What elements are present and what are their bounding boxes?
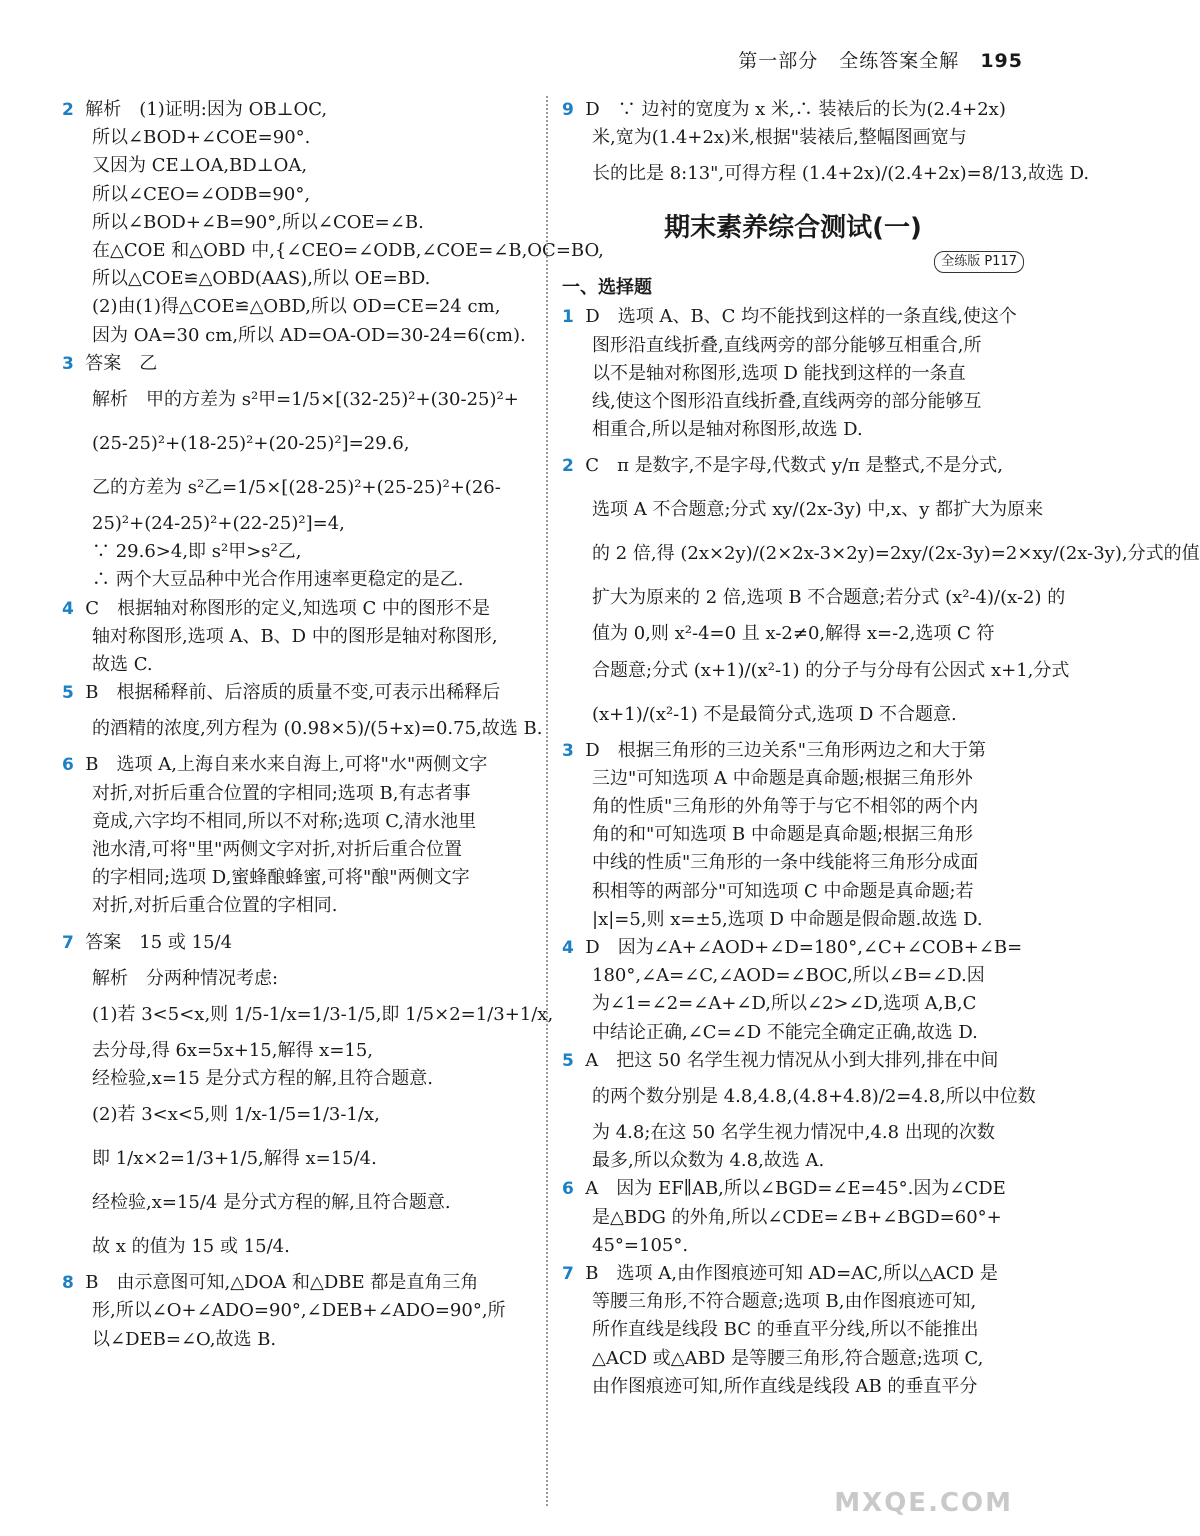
answer-text: (25-25)²+(18-25)²+(20-25)²]=29.6,: [92, 433, 410, 455]
answer-text: 由作图痕迹可知,所作直线是线段 AB 的垂直平分: [592, 1375, 978, 1397]
answer-text: ∴ 两个大豆品种中光合作用速率更稳定的是乙.: [92, 569, 464, 591]
answer-text: 积相等的两部分"可知选项 C 中命题是真命题;若: [592, 880, 974, 902]
answer-text: 长的比是 8:13",可得方程 (1.4+2x)/(2.4+2x)=8/13,故选 D.: [592, 163, 1090, 185]
answer-line: [62, 510, 530, 538]
answer-text: 的两个数分别是 4.8,4.8,(4.8+4.8)/2=4.8,所以中位数: [592, 1086, 1036, 1108]
answer-text: D 根据三角形的三边关系"三角形两边之和大于第: [585, 739, 987, 761]
answer-text: 为 4.8;在这 50 名学生视力情况中,4.8 出现的次数: [592, 1122, 995, 1144]
answer-line: [62, 707, 543, 751]
answer-text: (2)若 3<x<5,则 1/x-1/5=1/3-1/x,: [92, 1104, 380, 1126]
answer-line: [62, 651, 530, 679]
answer-line: [562, 488, 1044, 532]
answer-line: [62, 1181, 530, 1225]
answer-text: △ACD 或△ABD 是等腰三角形,符合题意;选项 C,: [592, 1347, 984, 1369]
answer-text: 合题意;分式 (x+1)/(x²-1) 的分子与分母有公因式 x+1,分式: [592, 659, 1070, 681]
answer-text: |x|=5,则 x=±5,选项 D 中命题是假命题.故选 D.: [592, 908, 983, 930]
answer-line: [62, 566, 530, 594]
answer-text: 轴对称图形,选项 A、B、D 中的图形是轴对称图形,: [92, 625, 498, 647]
answer-text: C 根据轴对称图形的定义,知选项 C 中的图形不是: [85, 597, 491, 619]
answer-text: 经检验,x=15 是分式方程的解,且符合题意.: [92, 1068, 434, 1090]
answer-text: 故选 C.: [92, 654, 153, 676]
answer-text: 米,宽为(1.4+2x)米,根据"装裱后,整幅图画宽与: [592, 127, 967, 149]
answer-text: 相重合,所以是轴对称图形,故选 D.: [592, 419, 863, 441]
answer-text: 角的性质"三角形的外角等于与它不相邻的两个内: [592, 796, 979, 818]
answer-line: [62, 1225, 530, 1269]
question-number: 9: [562, 100, 574, 120]
answer-line: [562, 765, 1024, 793]
question-number: 8: [62, 1273, 74, 1294]
answer-line: [62, 209, 530, 237]
answer-start-line: [562, 737, 1024, 765]
book-label: 全练答案全解: [839, 50, 960, 72]
answer-text: 即 1/x×2=1/3+1/5,解得 x=15/4.: [92, 1148, 377, 1170]
part-label: 第一部分: [738, 50, 819, 72]
answer-text: D ∵ 边衬的宽度为 x 米,∴ 装裱后的长为(2.4+2x): [585, 99, 1006, 120]
page-header: [724, 46, 1023, 73]
answer-text: 池水清,可将"里"两侧文字对折,对折后重合位置: [92, 839, 462, 861]
right-top-answers: [562, 96, 1090, 196]
answer-line: [562, 906, 1024, 934]
answer-text: 线,使这个图形沿直线折叠,直线两旁的部分能够互: [592, 391, 982, 413]
answer-text: 答案 乙: [85, 352, 158, 374]
answer-start-line: [562, 1175, 1024, 1203]
answer-text: 又因为 CE⊥OA,BD⊥OA,: [92, 155, 308, 177]
answer-line: [62, 1137, 530, 1181]
answer-text: 解析 分两种情况考虑:: [92, 967, 279, 989]
answer-line: [562, 849, 1024, 877]
answer-line: [62, 293, 530, 321]
answer-start-line: [62, 679, 530, 707]
answer-line: [62, 378, 530, 422]
answer-text: 的字相同;选项 D,蜜蜂酿蜂蜜,可将"酿"两侧文字: [92, 867, 470, 889]
answer-text: 因为 OA=30 cm,所以 AD=OA-OD=30-24=6(cm).: [92, 324, 526, 346]
answer-line: [62, 836, 530, 864]
answer-line: [562, 388, 1024, 416]
answer-line: [562, 416, 1024, 444]
answer-text: 是△BDG 的外角,所以∠CDE=∠B+∠BGD=60°+: [592, 1206, 1002, 1228]
answer-start-line: [62, 1269, 530, 1297]
question-number: 6: [562, 1179, 574, 1200]
question-number: 4: [62, 598, 74, 619]
answer-line: [62, 1297, 530, 1325]
answer-text: 所以∠CEO=∠ODB=90°,: [92, 183, 311, 205]
answer-line: [62, 466, 530, 510]
question-number: 1: [562, 307, 574, 328]
test-title: 期末素养综合测试(一): [664, 213, 922, 244]
answer-text: B 选项 A,上海自来水来自海上,可将"水"两侧文字: [85, 754, 488, 776]
answer-text: 25)²+(24-25)²+(22-25)²]=4,: [92, 513, 345, 535]
answer-text: 图形沿直线折叠,直线两旁的部分能够互相重合,所: [592, 334, 982, 356]
question-number: 3: [562, 740, 574, 761]
question-number: 2: [62, 100, 74, 120]
answer-text: B 根据稀释前、后溶质的质量不变,可表示出稀释后: [85, 682, 501, 704]
answer-line: [562, 1204, 1024, 1232]
answer-text: B 选项 A,由作图痕迹可知 AD=AC,所以△ACD 是: [585, 1263, 998, 1285]
page-number: 195: [980, 50, 1023, 72]
answer-line: [562, 962, 1024, 990]
answer-line: [62, 808, 530, 836]
left-column: [62, 96, 604, 1354]
answer-line: [62, 152, 530, 180]
answer-line: [562, 576, 1066, 620]
answer-line: [562, 1147, 1024, 1175]
answer-text: 180°,∠A=∠C,∠AOD=∠BOC,所以∠B=∠D.因: [592, 965, 985, 987]
answer-text: 所以△COE≌△OBD(AAS),所以 OE=BD.: [92, 268, 431, 290]
answer-line: [562, 124, 1024, 152]
answer-text: 为∠1=∠2=∠A+∠D,所以∠2>∠D,选项 A,B,C: [592, 993, 977, 1015]
watermark: MXQE.COM: [834, 1488, 1013, 1518]
answer-line: [62, 124, 530, 152]
question-number: 3: [62, 353, 74, 374]
question-number: 2: [562, 456, 574, 477]
answer-text: A 因为 EF∥AB,所以∠BGD=∠E=45°.因为∠CDE: [585, 1178, 1006, 1200]
answer-text: 经检验,x=15/4 是分式方程的解,且符合题意.: [92, 1192, 451, 1214]
answer-text: (1)若 3<5<x,则 1/5-1/x=1/3-1/5,即 1/5×2=1/3+1/x,: [92, 1003, 554, 1025]
answer-text: D 选项 A、B、C 均不能找到这样的一条直线,使这个: [585, 306, 1017, 328]
answer-start-line: [562, 303, 1024, 331]
answer-text: (x+1)/(x²-1) 不是最简分式,选项 D 不合题意.: [592, 703, 957, 725]
answer-text: 乙的方差为 s²乙=1/5×[(28-25)²+(25-25)²+(26-: [92, 477, 501, 499]
answer-text: 去分母,得 6x=5x+15,解得 x=15,: [92, 1039, 374, 1061]
answer-text: 选项 A 不合题意;分式 xy/(2x-3y) 中,x、y 都扩大为原来: [592, 499, 1044, 521]
answer-text: 角的和"可知选项 B 中命题是真命题;根据三角形: [592, 824, 974, 846]
answer-line: [62, 623, 530, 651]
answer-text: 竟成,六字均不相同,所以不对称;选项 C,清水池里: [92, 810, 477, 832]
answer-text: 故 x 的值为 15 或 15/4.: [92, 1236, 290, 1258]
answer-line: [562, 1288, 1024, 1316]
answer-line: [62, 237, 604, 265]
answer-line: [562, 821, 1024, 849]
answer-line: [562, 878, 1024, 906]
question-number: 6: [62, 755, 74, 776]
question-number: 4: [562, 938, 574, 959]
answer-text: 最多,所以众数为 4.8,故选 A.: [592, 1150, 825, 1172]
question-number: 5: [562, 1050, 574, 1071]
answer-text: 中结论正确,∠C=∠D 不能完全确定正确,故选 D.: [592, 1021, 978, 1043]
question-number: 5: [62, 683, 74, 704]
answer-line: [562, 1373, 1024, 1401]
answer-start-line: [62, 751, 530, 779]
answer-start-line: [562, 934, 1024, 962]
answer-start-line: [562, 1260, 1024, 1288]
answer-text: 解析 甲的方差为 s²甲=1/5×[(32-25)²+(30-25)²+: [92, 389, 519, 411]
reference-badge: [562, 250, 1024, 273]
answer-text: A 把这 50 名学生视力情况从小到大排列,排在中间: [585, 1049, 999, 1071]
answer-text: 值为 0,则 x²-4=0 且 x-2≠0,解得 x=-2,选项 C 符: [592, 623, 995, 645]
answer-text: 45°=105°.: [592, 1234, 689, 1256]
answer-line: [62, 965, 530, 993]
answer-line: [562, 152, 1090, 196]
answer-text: C π 是数字,不是字母,代数式 y/π 是整式,不是分式,: [585, 455, 1004, 477]
right-column: [562, 96, 1200, 1401]
answer-text: 形,所以∠O+∠ADO=90°,∠DEB+∠ADO=90°,所: [92, 1300, 506, 1322]
answer-text: D 因为∠A+∠AOD+∠D=180°,∠C+∠COB+∠B=: [585, 937, 1023, 959]
answer-text: 所以∠BOD+∠COE=90°.: [92, 127, 311, 149]
answer-line: [62, 322, 530, 350]
question-number: 7: [62, 932, 74, 953]
answer-line: [62, 1093, 530, 1137]
answer-line: [62, 864, 530, 892]
section-heading: 一、选择题: [562, 277, 652, 299]
answer-line: [562, 990, 1024, 1018]
answer-line: [562, 1345, 1024, 1373]
answer-line: [62, 265, 530, 293]
answer-line: [562, 793, 1024, 821]
answer-text: 在△COE 和△OBD 中,{∠CEO=∠ODB,∠COE=∠B,OC=BO,: [92, 240, 604, 262]
answer-line: [562, 620, 1024, 648]
answer-line: [562, 1316, 1024, 1344]
answer-text: 解析 (1)证明:因为 OB⊥OC,: [85, 99, 328, 120]
answer-start-line: [62, 595, 530, 623]
answer-text: 答案 15 或 15/4: [85, 931, 233, 953]
answer-text: 所以∠BOD+∠B=90°,所以∠COE=∠B.: [92, 211, 424, 233]
answer-line: [62, 993, 554, 1037]
answer-text: 对折,对折后重合位置的字相同;选项 B,有志者事: [92, 782, 471, 804]
answer-text: 扩大为原来的 2 倍,选项 B 不合题意;若分式 (x²-4)/(x-2) 的: [592, 587, 1066, 609]
answer-line: [62, 538, 530, 566]
reference-label: 全练版 P117: [934, 251, 1024, 273]
answer-start-line: [562, 444, 1024, 488]
answer-start-line: [562, 1047, 1024, 1075]
column-divider: [546, 96, 548, 1506]
answer-text: B 由示意图可知,△DOA 和△DBE 都是直角三角: [85, 1272, 479, 1294]
answer-line: [62, 1326, 530, 1354]
answer-line: [62, 181, 530, 209]
answer-line: [562, 693, 1024, 737]
answer-line: [562, 649, 1070, 693]
answer-text: (2)由(1)得△COE≌△OBD,所以 OD=CE=24 cm,: [92, 296, 501, 318]
answer-line: [562, 1019, 1024, 1047]
answer-line: [562, 1119, 1024, 1147]
answer-line: [62, 1065, 530, 1093]
answer-start-line: [62, 350, 530, 378]
answer-text: 等腰三角形,不符合题意;选项 B,由作图痕迹可知,: [592, 1291, 977, 1313]
answer-line: [62, 1037, 530, 1065]
answer-line: [562, 1075, 1036, 1119]
answer-line: [62, 422, 530, 466]
answer-text: 三边"可知选项 A 中命题是真命题;根据三角形外: [592, 767, 973, 789]
answer-text: 的 2 倍,得 (2x×2y)/(2×2x-3×2y)=2xy/(2x-3y)=2×xy/(2x-3y),分式的值: [592, 543, 1200, 565]
answer-text: 以不是轴对称图形,选项 D 能找到这样的一条直: [592, 362, 966, 384]
answer-text: 所作直线是线段 BC 的垂直平分线,所以不能推出: [592, 1319, 979, 1341]
answer-start-line: [62, 921, 530, 965]
right-answers: [562, 303, 1200, 1401]
answer-line: [562, 332, 1024, 360]
answer-line: [62, 780, 530, 808]
answer-text: 以∠DEB=∠O,故选 B.: [92, 1328, 277, 1350]
question-number: 7: [562, 1264, 574, 1285]
answer-line: [62, 892, 530, 920]
answer-line: [562, 1232, 1024, 1260]
answer-start-line: [562, 96, 1024, 124]
answer-line: [562, 532, 1200, 576]
answer-text: 的酒精的浓度,列方程为 (0.98×5)/(5+x)=0.75,故选 B.: [92, 718, 543, 740]
answer-text: 对折,对折后重合位置的字相同.: [92, 895, 338, 917]
answer-start-line: [62, 96, 530, 124]
answer-text: 中线的性质"三角形的一条中线能将三角形分成面: [592, 852, 979, 874]
answer-text: ∵ 29.6>4,即 s²甲>s²乙,: [92, 541, 302, 563]
answer-line: [562, 360, 1024, 388]
